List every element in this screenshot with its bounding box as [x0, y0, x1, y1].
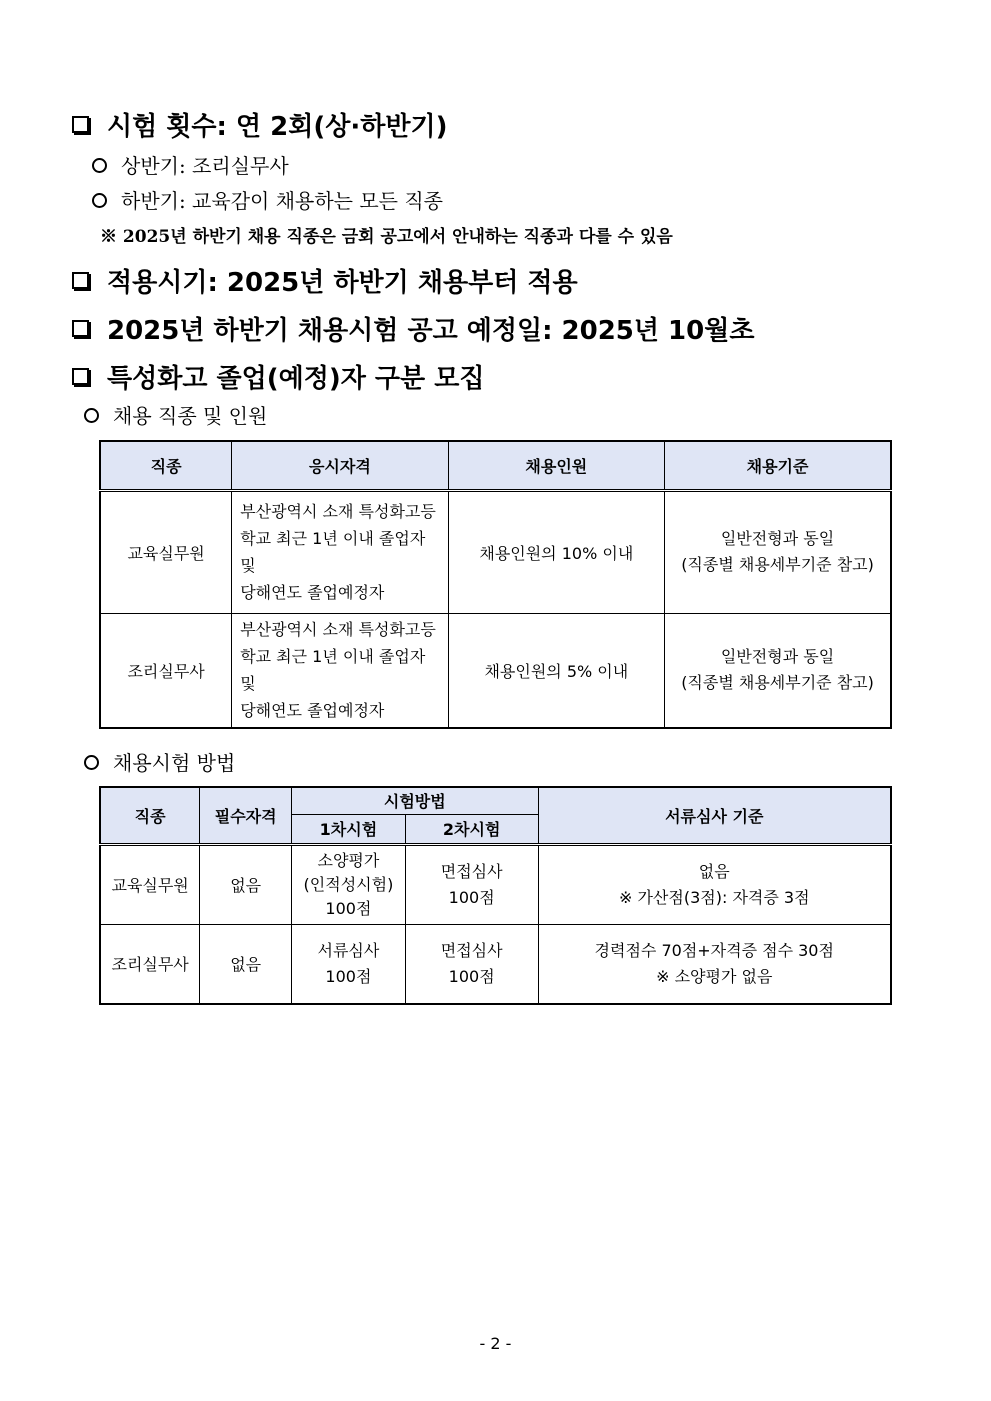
- header-required: 필수자격: [200, 787, 292, 844]
- square-bullet-icon: [72, 272, 89, 289]
- count-cell: 채용인원의 5% 이내: [448, 613, 664, 728]
- table-header-row: [100, 441, 891, 490]
- first-exam-cell: 서류심사 100점: [292, 924, 406, 1004]
- job-cell: 조리실무사: [100, 924, 200, 1004]
- required-cell: 없음: [200, 924, 292, 1004]
- item-second-half: 하반기: 교육감이 채용하는 모든 직종: [92, 185, 443, 214]
- header-job: 직종: [100, 787, 200, 844]
- second-exam-cell: 면접심사 100점: [405, 924, 538, 1004]
- criteria-cell: 일반전형과 동일 (직종별 채용세부기준 참고): [665, 613, 891, 728]
- heading-apply-period: 적용시기: 2025년 하반기 채용부터 적용: [72, 262, 578, 299]
- header-doc-criteria: 서류심사 기준: [538, 787, 891, 844]
- qualification-cell: 부산광역시 소재 특성화고등 학교 최근 1년 이내 졸업자 및 당해연도 졸업예정자: [232, 490, 448, 613]
- criteria-cell: 일반전형과 동일 (직종별 채용세부기준 참고): [665, 490, 891, 613]
- header-qualification: 응시자격: [232, 441, 448, 490]
- doc-criteria-cell: 없음 ※ 가산점(3점): 자격증 3점: [538, 844, 891, 924]
- square-bullet-icon: [72, 116, 89, 133]
- item-exam-method: 채용시험 방법: [84, 747, 235, 776]
- doc-criteria-cell: 경력점수 70점+자격증 점수 30점 ※ 소양평가 없음: [538, 924, 891, 1004]
- heading-special-recruit: 특성화고 졸업(예정)자 구분 모집: [72, 358, 484, 395]
- header-second-exam: 2차시험: [405, 814, 538, 844]
- job-cell: 교육실무원: [100, 490, 232, 613]
- header-count: 채용인원: [448, 441, 664, 490]
- header-method: 시험방법: [292, 787, 538, 814]
- page-number: - 2 -: [479, 1334, 512, 1353]
- item-job-and-quota: 채용 직종 및 인원: [84, 400, 267, 429]
- note-text: ※ 2025년 하반기 채용 직종은 금회 공고에서 안내하는 직종과 다를 수 있음: [100, 227, 673, 247]
- count-cell: 채용인원의 10% 이내: [448, 490, 664, 613]
- second-exam-cell: 면접심사 100점: [405, 844, 538, 924]
- item-first-half: 상반기: 조리실무사: [92, 150, 289, 179]
- table-row: [100, 924, 891, 1004]
- circle-bullet-icon: [84, 755, 99, 770]
- job-cell: 교육실무원: [100, 844, 200, 924]
- square-bullet-icon: [72, 320, 89, 337]
- heading-announce-date: 2025년 하반기 채용시험 공고 예정일: 2025년 10월초: [72, 310, 754, 347]
- header-job: 직종: [100, 441, 232, 490]
- header-criteria: 채용기준: [665, 441, 891, 490]
- circle-bullet-icon: [92, 158, 107, 173]
- first-exam-cell: 소양평가 (인적성시험) 100점: [292, 844, 406, 924]
- table-row: [100, 613, 891, 728]
- recruit-quota-table: [99, 440, 892, 729]
- square-bullet-icon: [72, 368, 89, 385]
- exam-method-table: [99, 786, 892, 1005]
- circle-bullet-icon: [92, 193, 107, 208]
- circle-bullet-icon: [84, 408, 99, 423]
- table-row: [100, 844, 891, 924]
- table-header-row: [100, 787, 891, 814]
- job-cell: 조리실무사: [100, 613, 232, 728]
- header-first-exam: 1차시험: [292, 814, 406, 844]
- qualification-cell: 부산광역시 소재 특성화고등 학교 최근 1년 이내 졸업자 및 당해연도 졸업예정자: [232, 613, 448, 728]
- heading-exam-count: 시험 횟수: 연 2회(상·하반기): [72, 106, 447, 143]
- required-cell: 없음: [200, 844, 292, 924]
- table-row: [100, 490, 891, 613]
